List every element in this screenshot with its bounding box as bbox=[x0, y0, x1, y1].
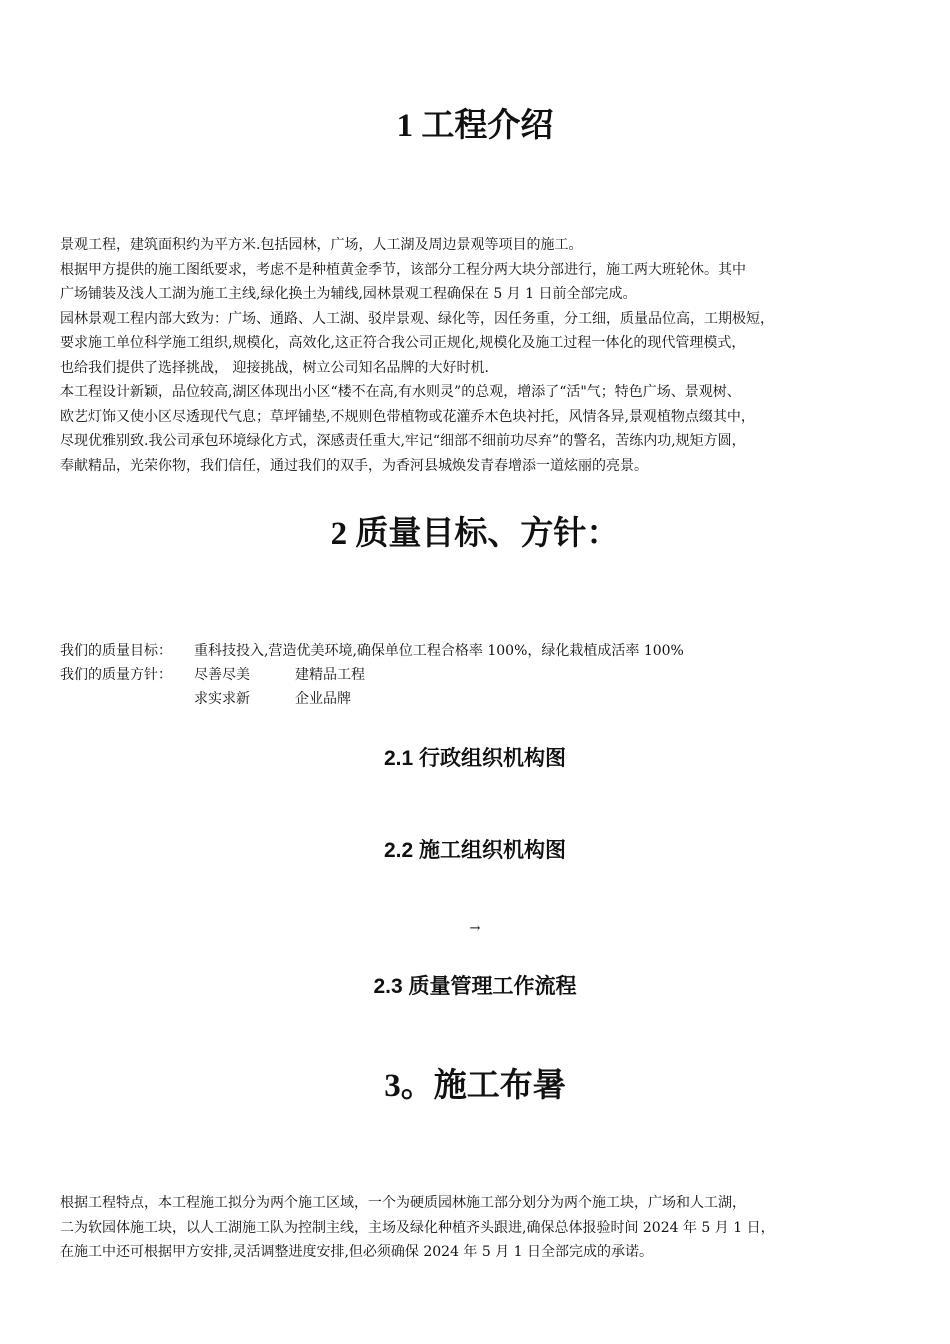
paragraph-line: 园林景观工程内部大致为：广场、通路、人工湖、驳岸景观、绿化等，因任务重，分工细，质量品位高，工期极短， bbox=[60, 310, 774, 327]
quality-policy-item: 建精品工程 bbox=[295, 667, 365, 683]
section-3-body bbox=[60, 1191, 910, 1265]
paragraph-line: 根据工程特点，本工程施工拟分为两个施工区域，一个为硬质园林施工部分划分为两个施工块，广场和人工湖， bbox=[60, 1195, 746, 1211]
quality-goal-label: 我们的质量目标： bbox=[60, 643, 172, 659]
quality-policy-item: 尽善尽美 bbox=[194, 667, 250, 683]
section-2-1-title: 2.1 行政组织机构图 bbox=[383, 747, 567, 770]
paragraph-line: 也给我们提供了选择挑战， 迎接挑战，树立公司知名品牌的大好时机. bbox=[60, 359, 489, 376]
arrow-icon: → bbox=[469, 921, 481, 936]
quality-policy-item: 企业品牌 bbox=[295, 691, 351, 707]
section-2-3-title: 2.3 质量管理工作流程 bbox=[373, 975, 577, 998]
section-1-title: 1 工程介绍 bbox=[396, 108, 554, 144]
paragraph-line: 二为软园体施工块，以人工湖施工队为控制主线，主场及绿化种植齐头跟进,确保总体报验时间 2024 年 5 月 1 日， bbox=[60, 1219, 775, 1236]
quality-goal-text: 重科技投入,营造优美环境,确保单位工程合格率 100%，绿化栽植成活率 100% bbox=[194, 643, 684, 659]
paragraph-line: 广场铺装及浅人工湖为施工主线,绿化换土为辅线,园林景观工程确保在 5 月 1 日前全部完成。 bbox=[60, 286, 637, 302]
paragraph-line: 欧艺灯饰又使小区尽透现代气息；草坪铺垫,不规则色带植物或花灌乔木色块衬托，风情各异,景观植物点缀其中， bbox=[60, 408, 755, 425]
paragraph-line: 本工程设计新颖，品位较高,湖区体现出小区“楼不在高,有水则灵”的总观，增添了“活"气；特色广场、景观树、 bbox=[60, 384, 741, 400]
paragraph-line: 景观工程，建筑面积约为平方米.包括园林，广场，人工湖及周边景观等项目的施工。 bbox=[60, 237, 583, 253]
paragraph-line: 奉献精品，光荣你物，我们信任，通过我们的双手，为香河县城焕发青春增添一道炫丽的亮景。 bbox=[60, 457, 648, 474]
paragraph-line: 尽现优雅别致.我公司承包环境绿化方式，深感责任重大,牢记“细部不细前功尽弃”的警名，苦练内功,规矩方圆， bbox=[60, 433, 746, 449]
section-2-2-title: 2.2 施工组织机构图 bbox=[383, 839, 567, 862]
quality-policy-item: 求实求新 bbox=[194, 691, 250, 707]
paragraph-line: 根据甲方提供的施工图纸要求，考虑不是种植黄金季节，该部分工程分两大块分部进行，施工两大班轮休。其中 bbox=[60, 261, 746, 278]
section-3-title: 3。施工布暑 bbox=[384, 1068, 566, 1104]
paragraph-line: 要求施工单位科学施工组织,规模化，高效化,这正符合我公司正规化,规模化及施工过程一体化的现代管理模式， bbox=[60, 335, 746, 351]
section-2-title: 2 质量目标、方针： bbox=[330, 516, 620, 552]
paragraph-line: 在施工中还可根据甲方安排,灵活调整进度安排,但必须确保 2024 年 5 月 1 日全部完成的承诺。 bbox=[60, 1244, 654, 1260]
section-1-body bbox=[60, 233, 910, 478]
quality-policy-label: 我们的质量方针： bbox=[60, 667, 172, 683]
